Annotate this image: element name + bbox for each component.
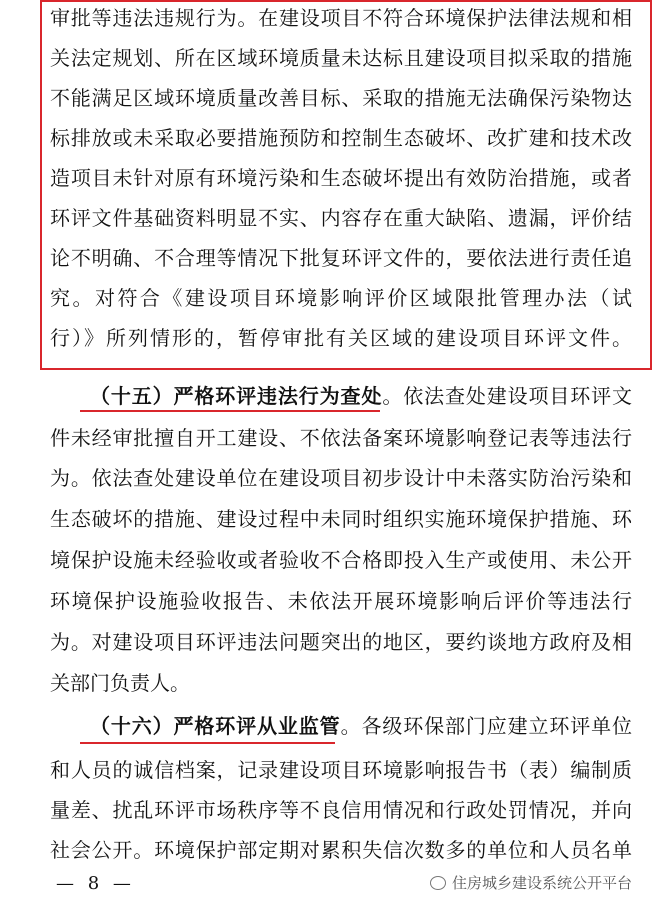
section15-heading: （十五）严格环评违法行为查处 [90, 384, 383, 408]
paragraph-line: 量差、扰乱环评市场秩序等不良信用情况和行政处罚情况，并向 [50, 798, 632, 822]
watermark-text: 住房城乡建设系统公开平台 [452, 874, 633, 892]
watermark [430, 872, 632, 894]
paragraph-line: 标排放或未采取必要措施预防和控制生态破坏、改扩建和技术改 [50, 126, 632, 150]
paragraph-line: 论不明确、不合理等情况下批复环评文件的，要依法进行责任追 [50, 246, 632, 270]
paragraph-line: 造项目未针对原有环境污染和生态破坏提出有效防治措施，或者 [50, 166, 632, 190]
section15-first-line [90, 382, 632, 410]
page-number: — 8 — [56, 873, 135, 894]
section15-underline [80, 410, 380, 412]
paragraph-line: 行）》所列情形的，暂停审批有关区域的建设项目环评文件。 [50, 326, 632, 350]
section16-underline [80, 742, 335, 744]
paragraph-line: 为。依法查处建设单位在建设项目初步设计中未落实防治污染和 [50, 466, 632, 490]
paragraph-line: 境保护设施未经验收或者验收不合格即投入生产或使用、未公开 [50, 548, 632, 572]
paragraph-line: 审批等违法违规行为。在建设项目不符合环境保护法律法规和相 [50, 6, 632, 30]
section16-first-line-rest: 。各级环保部门应建立环评单位 [340, 714, 632, 738]
paragraph-line: 环境保护设施验收报告、未依法开展环境影响后评价等违法行 [50, 589, 632, 613]
section16-first-line [90, 712, 632, 740]
section16-heading: （十六）严格环评从业监管 [90, 714, 341, 738]
paragraph-line: 环评文件基础资料明显不实、内容存在重大缺陷、遗漏，评价结 [50, 206, 632, 230]
paragraph-line: 件未经审批擅自开工建设、不依法备案环境影响登记表等违法行 [50, 426, 632, 450]
paragraph-line: 关法定规划、所在区域环境质量未达标且建设项目拟采取的措施 [50, 46, 632, 70]
wechat-icon [430, 876, 446, 890]
paragraph-line: 和人员的诚信档案，记录建设项目环境影响报告书（表）编制质 [50, 758, 632, 782]
paragraph-line: 生态破坏的措施、建设过程中未同时组织实施环境保护措施、环 [50, 507, 632, 531]
section15-first-line-rest: 。依法查处建设项目环评文 [382, 384, 632, 408]
paragraph-line: 为。对建设项目环评违法问题突出的地区，要约谈地方政府及相 [50, 630, 632, 654]
paragraph-line: 究。对符合《建设项目环境影响评价区域限批管理办法（试 [50, 286, 632, 310]
paragraph-line: 社会公开。环境保护部定期对累积失信次数多的单位和人员名单 [50, 838, 632, 862]
paragraph-line: 关部门负责人。 [50, 671, 190, 695]
paragraph-line: 不能满足区域环境质量改善目标、采取的措施无法确保污染物达 [50, 86, 632, 110]
